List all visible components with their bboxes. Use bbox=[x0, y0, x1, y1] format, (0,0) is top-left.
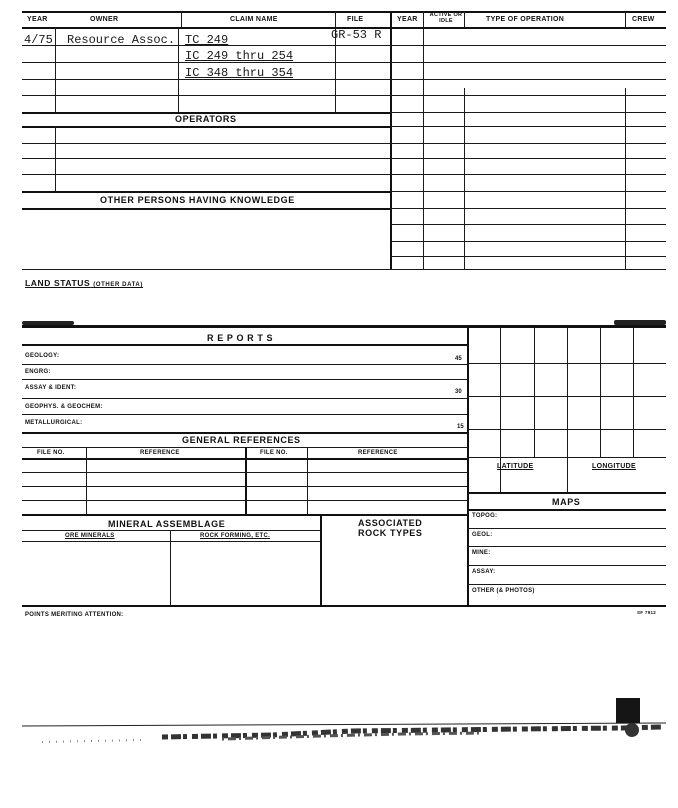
header-crew: CREW bbox=[632, 16, 655, 23]
report-number-30: 30 bbox=[455, 389, 462, 395]
claim-row-3: IC 348 thru 354 bbox=[185, 66, 294, 80]
entry-owner: Resource Assoc. bbox=[67, 33, 176, 47]
scan-edge-noise bbox=[22, 715, 666, 745]
maps-title: MAPS bbox=[552, 497, 581, 507]
ore-minerals-label: ORE MINERALS bbox=[65, 533, 115, 539]
map-topog: TOPOG: bbox=[472, 513, 498, 519]
header-type-of-operation: TYPE OF OPERATION bbox=[486, 16, 565, 23]
report-number-15: 15 bbox=[457, 424, 464, 430]
col-reference-2: REFERENCE bbox=[358, 450, 398, 456]
associated-label: ASSOCIATED bbox=[358, 518, 423, 528]
form-code: SF 7912 bbox=[637, 610, 657, 615]
report-engrg: ENGRG: bbox=[25, 369, 51, 375]
header-owner: OWNER bbox=[90, 16, 119, 23]
report-assay: ASSAY & IDENT: bbox=[25, 385, 77, 391]
reports-title: R E P O R T S bbox=[207, 333, 274, 343]
points-meriting-attention-label: POINTS MERITING ATTENTION: bbox=[25, 612, 124, 618]
entry-date: 4/75 bbox=[24, 33, 53, 47]
header-file: FILE bbox=[347, 16, 364, 23]
col-reference-1: REFERENCE bbox=[140, 450, 180, 456]
rock-forming-label: ROCK FORMING, ETC. bbox=[200, 533, 271, 539]
corner-block bbox=[616, 698, 640, 723]
other-persons-label: OTHER PERSONS HAVING KNOWLEDGE bbox=[100, 195, 295, 205]
header-claim-name: CLAIM NAME bbox=[230, 16, 278, 23]
map-assay: ASSAY: bbox=[472, 569, 496, 575]
header-year: YEAR bbox=[27, 16, 48, 23]
report-geology: GEOLOGY: bbox=[25, 353, 60, 359]
mineral-assemblage-title: MINERAL ASSEMBLAGE bbox=[108, 519, 226, 529]
map-other-photos: OTHER (& PHOTOS) bbox=[472, 588, 535, 594]
report-number-45: 45 bbox=[455, 356, 462, 362]
general-references-title: GENERAL REFERENCES bbox=[182, 435, 301, 445]
map-mine: MINE: bbox=[472, 550, 491, 556]
header-active-or-idle: ACTIVE OR IDLE bbox=[429, 12, 463, 24]
col-file-no-1: FILE NO. bbox=[37, 450, 65, 456]
map-geol: GEOL: bbox=[472, 532, 493, 538]
report-geophys: GEOPHYS. & GEOCHEM: bbox=[25, 404, 103, 410]
col-file-no-2: FILE NO. bbox=[260, 450, 288, 456]
header-year-2: YEAR bbox=[397, 16, 418, 23]
land-status-label: LAND STATUS (OTHER DATA) bbox=[25, 278, 143, 288]
latitude-label: LATITUDE bbox=[497, 463, 534, 470]
operators-label: OPERATORS bbox=[175, 114, 237, 124]
report-metallurgical: METALLURGICAL: bbox=[25, 420, 83, 426]
entry-file: GR-53 R bbox=[331, 28, 382, 42]
claim-row-1: TC 249 bbox=[185, 33, 229, 47]
claim-row-2: IC 249 thru 254 bbox=[185, 49, 294, 63]
longitude-label: LONGITUDE bbox=[592, 463, 636, 470]
rock-types-label: ROCK TYPES bbox=[358, 528, 423, 538]
